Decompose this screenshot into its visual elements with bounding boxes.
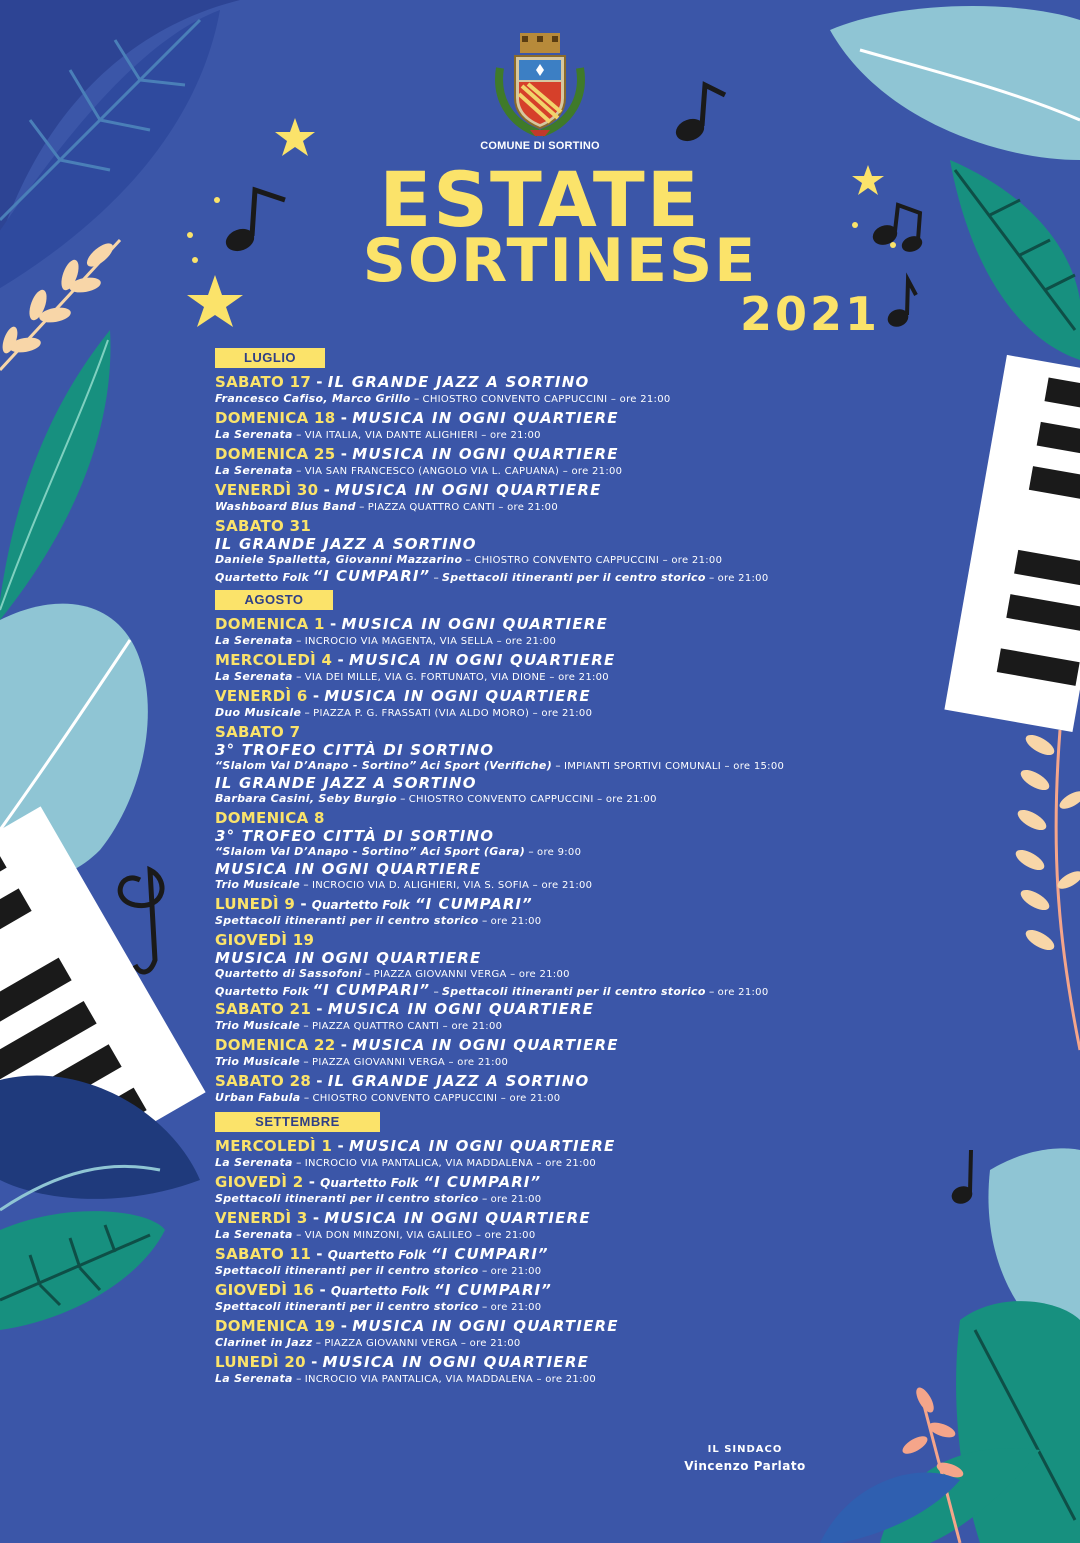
performer: Urban Fabula bbox=[215, 1091, 301, 1104]
event bbox=[215, 445, 1005, 479]
separator: - bbox=[311, 373, 328, 391]
performer: La Serenata bbox=[215, 634, 293, 647]
separator: - bbox=[295, 895, 312, 913]
event-detail: Clarinet in Jazz – PIAZZA GIOVANNI VERGA – ore 21:00 bbox=[215, 1336, 521, 1349]
event-day: GIOVEDÌ 2 bbox=[215, 1173, 304, 1191]
event-detail: Washboard Blus Band – PIAZZA QUATTRO CANTI – ore 21:00 bbox=[215, 500, 558, 513]
signature-name: Vincenzo Parlato bbox=[684, 1459, 806, 1473]
event bbox=[215, 1036, 1005, 1070]
event-detail: Trio Musicale – INCROCIO VIA D. ALIGHIERI, VIA S. SOFIA – ore 21:00 bbox=[215, 878, 593, 891]
location-time: VIA DON MINZONI, VIA GALILEO – ore 21:00 bbox=[304, 1230, 536, 1241]
performer: Daniele Spalletta, Giovanni Mazzarino bbox=[215, 553, 463, 566]
performer: Francesco Cafiso, Marco Grillo bbox=[215, 392, 411, 405]
quoted-act: “I CUMPARI” bbox=[423, 1173, 542, 1191]
event bbox=[215, 1000, 1005, 1034]
event-detail: Daniele Spalletta, Giovanni Mazzarino – CHIOSTRO CONVENTO CAPPUCCINI – ore 21:00 bbox=[215, 553, 723, 566]
event-day: SABATO 7 bbox=[215, 723, 301, 741]
performer: Quartetto di Sassofoni bbox=[215, 967, 362, 980]
performer: La Serenata bbox=[215, 1156, 293, 1169]
separator: - bbox=[318, 481, 336, 499]
event bbox=[215, 687, 1005, 721]
event-header bbox=[215, 1353, 1005, 1371]
event-detail: Urban Fabula – CHIOSTRO CONVENTO CAPPUCCINI – ore 21:00 bbox=[215, 1091, 561, 1104]
location-time: ore 21:00 bbox=[717, 987, 769, 998]
event-subtitle-row bbox=[215, 774, 1005, 791]
event-day: DOMENICA 25 bbox=[215, 445, 336, 463]
location-time: ore 21:00 bbox=[490, 1266, 542, 1277]
event-day: LUNEDÌ 20 bbox=[215, 1353, 306, 1371]
event bbox=[215, 1209, 1005, 1243]
location-time: CHIOSTRO CONVENTO CAPPUCCINI – ore 21:00 bbox=[422, 394, 671, 405]
event-header bbox=[215, 1000, 1005, 1018]
location-time: PIAZZA QUATTRO CANTI – ore 21:00 bbox=[311, 1021, 503, 1032]
event-header bbox=[215, 409, 1005, 427]
separator: - bbox=[324, 615, 342, 633]
event bbox=[215, 1245, 1005, 1279]
event-detail: La Serenata – VIA SAN FRANCESCO (ANGOLO VIA L. CAPUANA) – ore 21:00 bbox=[215, 464, 623, 477]
separator: - bbox=[311, 1245, 328, 1263]
event bbox=[215, 1353, 1005, 1387]
event-program bbox=[215, 347, 1005, 1392]
event-title: IL GRANDE JAZZ A SORTINO bbox=[327, 373, 590, 391]
performer: “Slalom Val D’Anapo - Sortino” Aci Sport (Gara) bbox=[215, 845, 526, 858]
event-title: MUSICA IN OGNI QUARTIERE bbox=[341, 615, 608, 633]
event-day: GIOVEDÌ 16 bbox=[215, 1281, 315, 1299]
performer-note: Spettacoli itineranti per il centro storico bbox=[442, 985, 706, 998]
title-year: 2021 bbox=[739, 287, 880, 341]
performer: Spettacoli itineranti per il centro storico bbox=[215, 1192, 479, 1205]
event-day: MERCOLEDÌ 4 bbox=[215, 651, 333, 669]
event-title: MUSICA IN OGNI QUARTIERE bbox=[327, 1000, 595, 1018]
event-detail: Duo Musicale – PIAZZA P. G. FRASSATI (VIA ALDO MORO) – ore 21:00 bbox=[215, 706, 593, 719]
location-time: INCROCIO VIA D. ALIGHIERI, VIA S. SOFIA – ore 21:00 bbox=[311, 880, 593, 891]
event-header bbox=[215, 687, 1005, 705]
performer: Spettacoli itineranti per il centro storico bbox=[215, 1264, 479, 1277]
event-subtitle: IL GRANDE JAZZ A SORTINO bbox=[215, 535, 477, 553]
event-header bbox=[215, 723, 1005, 741]
event-title: MUSICA IN OGNI QUARTIERE bbox=[352, 1036, 619, 1054]
event-subtitle-row bbox=[215, 827, 1005, 844]
event bbox=[215, 1137, 1005, 1171]
event-day: SABATO 21 bbox=[215, 1000, 312, 1018]
separator: - bbox=[314, 1281, 331, 1299]
event-detail: Quartetto di Sassofoni – PIAZZA GIOVANNI VERGA – ore 21:00 bbox=[215, 967, 570, 980]
location-time: INCROCIO VIA PANTALICA, VIA MADDALENA – ore 21:00 bbox=[304, 1158, 597, 1169]
event-subtitle-row bbox=[215, 860, 1005, 877]
performer: Spettacoli itineranti per il centro storico bbox=[215, 1300, 479, 1313]
event bbox=[215, 1072, 1005, 1106]
event-title: MUSICA IN OGNI QUARTIERE bbox=[352, 445, 619, 463]
performer: Trio Musicale bbox=[215, 1019, 301, 1032]
separator: - bbox=[332, 1137, 349, 1155]
event-day: LUNEDÌ 9 bbox=[215, 895, 296, 913]
event-detail: Barbara Casini, Seby Burgio – CHIOSTRO CONVENTO CAPPUCCINI – ore 21:00 bbox=[215, 792, 657, 805]
event-subtitle: MUSICA IN OGNI QUARTIERE bbox=[215, 949, 482, 967]
separator: - bbox=[305, 1353, 323, 1371]
separator: - bbox=[335, 409, 353, 427]
performer-note: Spettacoli itineranti per il centro storico bbox=[442, 571, 706, 584]
event-detail: Quartetto Folk “I CUMPARI” – Spettacoli itineranti per il centro storico – ore 21:00 bbox=[215, 567, 769, 585]
event bbox=[215, 409, 1005, 443]
performer: Clarinet in Jazz bbox=[215, 1336, 313, 1349]
event-detail: La Serenata – INCROCIO VIA MAGENTA, VIA SELLA – ore 21:00 bbox=[215, 634, 557, 647]
performer: La Serenata bbox=[215, 670, 293, 683]
leaf-top-left bbox=[0, 0, 240, 300]
event bbox=[215, 615, 1005, 649]
month-block bbox=[215, 1111, 1005, 1387]
event-subtitle-row bbox=[215, 535, 1005, 552]
event-day: SABATO 17 bbox=[215, 373, 312, 391]
event-detail: Francesco Cafiso, Marco Grillo – CHIOSTRO CONVENTO CAPPUCCINI – ore 21:00 bbox=[215, 392, 671, 405]
event-performer: Quartetto Folk bbox=[327, 1248, 426, 1262]
event-title: MUSICA IN OGNI QUARTIERE bbox=[324, 687, 591, 705]
event bbox=[215, 481, 1005, 515]
separator: - bbox=[335, 1317, 353, 1335]
event-day: SABATO 31 bbox=[215, 517, 312, 535]
performer: La Serenata bbox=[215, 428, 293, 441]
location-time: INCROCIO VIA PANTALICA, VIA MADDALENA – ore 21:00 bbox=[304, 1374, 597, 1385]
event-day: DOMENICA 19 bbox=[215, 1317, 336, 1335]
performer: “Slalom Val D’Anapo - Sortino” Aci Sport (Verifiche) bbox=[215, 759, 553, 772]
event-performer: Quartetto Folk bbox=[311, 898, 410, 912]
title-line-1: ESTATE bbox=[379, 155, 701, 244]
performer: Trio Musicale bbox=[215, 1055, 301, 1068]
event-header bbox=[215, 1137, 1005, 1155]
location-time: PIAZZA P. G. FRASSATI (VIA ALDO MORO) – ore 21:00 bbox=[313, 708, 593, 719]
location-time: PIAZZA QUATTRO CANTI – ore 21:00 bbox=[367, 502, 558, 513]
event-header bbox=[215, 1173, 1005, 1191]
event-detail: Trio Musicale – PIAZZA GIOVANNI VERGA – ore 21:00 bbox=[215, 1055, 509, 1068]
event-day: DOMENICA 18 bbox=[215, 409, 336, 427]
separator: - bbox=[307, 1209, 325, 1227]
month-badge: SETTEMBRE bbox=[215, 1112, 380, 1132]
performer: Spettacoli itineranti per il centro storico bbox=[215, 914, 479, 927]
event-subtitle: 3° TROFEO CITTÀ DI SORTINO bbox=[215, 827, 495, 845]
event-title: MUSICA IN OGNI QUARTIERE bbox=[348, 651, 616, 669]
event-header bbox=[215, 615, 1005, 633]
location-time: CHIOSTRO CONVENTO CAPPUCCINI – ore 21:00 bbox=[408, 794, 657, 805]
location-time: ore 9:00 bbox=[537, 847, 582, 858]
event-detail: Spettacoli itineranti per il centro storico – ore 21:00 bbox=[215, 1300, 542, 1313]
separator: - bbox=[311, 1000, 328, 1018]
performer: La Serenata bbox=[215, 464, 293, 477]
performer: La Serenata bbox=[215, 1372, 293, 1385]
separator: - bbox=[335, 445, 353, 463]
event-title: MUSICA IN OGNI QUARTIERE bbox=[324, 1209, 591, 1227]
separator: - bbox=[332, 651, 349, 669]
teal-leaf-right bbox=[950, 160, 1080, 360]
event-detail: La Serenata – INCROCIO VIA PANTALICA, VIA MADDALENA – ore 21:00 bbox=[215, 1372, 597, 1385]
event-subtitle-row bbox=[215, 949, 1005, 966]
event-header bbox=[215, 809, 1005, 827]
event bbox=[215, 373, 1005, 407]
quoted-act: “I CUMPARI” bbox=[415, 895, 533, 913]
event-header bbox=[215, 445, 1005, 463]
event-header bbox=[215, 1317, 1005, 1335]
location-time: IMPIANTI SPORTIVI COMUNALI – ore 15:00 bbox=[563, 761, 785, 772]
separator: - bbox=[311, 1072, 328, 1090]
teal-leaf-left bbox=[0, 330, 110, 620]
event-header bbox=[215, 1072, 1005, 1090]
event-header bbox=[215, 651, 1005, 669]
event-subtitle-row bbox=[215, 741, 1005, 758]
event bbox=[215, 1281, 1005, 1315]
location-time: PIAZZA GIOVANNI VERGA – ore 21:00 bbox=[311, 1057, 509, 1068]
event-header bbox=[215, 481, 1005, 499]
event bbox=[215, 931, 1005, 998]
month-block bbox=[215, 347, 1005, 584]
month-badge: AGOSTO bbox=[215, 590, 333, 610]
event bbox=[215, 809, 1005, 893]
event-header bbox=[215, 895, 1005, 913]
event-header bbox=[215, 1245, 1005, 1263]
leaf-top-right bbox=[830, 6, 1080, 160]
performer: Quartetto Folk bbox=[215, 985, 310, 998]
location-time: VIA SAN FRANCESCO (ANGOLO VIA L. CAPUANA) – ore 21:00 bbox=[304, 466, 623, 477]
event-title: MUSICA IN OGNI QUARTIERE bbox=[348, 1137, 616, 1155]
event-detail: La Serenata – VIA DEI MILLE, VIA G. FORTUNATO, VIA DIONE – ore 21:00 bbox=[215, 670, 609, 683]
location-time: ore 21:00 bbox=[490, 916, 542, 927]
event-header bbox=[215, 931, 1005, 949]
event-day: VENERDÌ 30 bbox=[215, 481, 319, 499]
event-day: SABATO 28 bbox=[215, 1072, 312, 1090]
separator: - bbox=[307, 687, 325, 705]
performer: Quartetto Folk bbox=[215, 571, 310, 584]
event-detail: La Serenata – VIA DON MINZONI, VIA GALILEO – ore 21:00 bbox=[215, 1228, 536, 1241]
event bbox=[215, 1173, 1005, 1207]
event-day: SABATO 11 bbox=[215, 1245, 312, 1263]
town-crest-logo bbox=[490, 28, 590, 140]
event-day: VENERDÌ 6 bbox=[215, 687, 308, 705]
event bbox=[215, 895, 1005, 929]
event bbox=[215, 651, 1005, 685]
comune-label: COMUNE DI SORTINO bbox=[480, 140, 600, 152]
separator: - bbox=[303, 1173, 321, 1191]
month-block bbox=[215, 589, 1005, 1106]
event-day: GIOVEDÌ 19 bbox=[215, 931, 315, 949]
location-time: ore 21:00 bbox=[490, 1194, 542, 1205]
title-line-2: SORTINESE bbox=[362, 226, 758, 296]
quoted-act: “I CUMPARI” bbox=[430, 1245, 549, 1263]
event-performer: Quartetto Folk bbox=[330, 1284, 430, 1298]
event-title: MUSICA IN OGNI QUARTIERE bbox=[322, 1353, 590, 1371]
location-time: VIA ITALIA, VIA DANTE ALIGHIERI – ore 21:00 bbox=[304, 430, 541, 441]
event-title: MUSICA IN OGNI QUARTIERE bbox=[352, 1317, 619, 1335]
event-title: MUSICA IN OGNI QUARTIERE bbox=[335, 481, 602, 499]
event-detail: Spettacoli itineranti per il centro storico – ore 21:00 bbox=[215, 914, 542, 927]
event-detail: Spettacoli itineranti per il centro storico – ore 21:00 bbox=[215, 1264, 542, 1277]
quoted-act: “I CUMPARI” bbox=[434, 1281, 552, 1299]
performer: Washboard Blus Band bbox=[215, 500, 356, 513]
event-subtitle: 3° TROFEO CITTÀ DI SORTINO bbox=[215, 741, 495, 759]
performer: La Serenata bbox=[215, 1228, 293, 1241]
event-day: DOMENICA 1 bbox=[215, 615, 325, 633]
event-detail: La Serenata – VIA ITALIA, VIA DANTE ALIGHIERI – ore 21:00 bbox=[215, 428, 541, 441]
month-badge: LUGLIO bbox=[215, 348, 325, 368]
event bbox=[215, 517, 1005, 584]
event-header bbox=[215, 1281, 1005, 1299]
event-day: DOMENICA 22 bbox=[215, 1036, 336, 1054]
location-time: PIAZZA GIOVANNI VERGA – ore 21:00 bbox=[324, 1338, 521, 1349]
event bbox=[215, 1317, 1005, 1351]
event-detail: Quartetto Folk “I CUMPARI” – Spettacoli itineranti per il centro storico – ore 21:00 bbox=[215, 981, 769, 999]
location-time: VIA DEI MILLE, VIA G. FORTUNATO, VIA DIONE – ore 21:00 bbox=[304, 672, 609, 683]
event-detail: Trio Musicale – PIAZZA QUATTRO CANTI – ore 21:00 bbox=[215, 1019, 503, 1032]
event bbox=[215, 723, 1005, 807]
quoted-act: “I CUMPARI” bbox=[312, 981, 431, 999]
event-day: MERCOLEDÌ 1 bbox=[215, 1137, 333, 1155]
event-header bbox=[215, 517, 1005, 535]
event-header bbox=[215, 1036, 1005, 1054]
event-title: MUSICA IN OGNI QUARTIERE bbox=[352, 409, 619, 427]
event-header bbox=[215, 1209, 1005, 1227]
peach-fern-right bbox=[1013, 730, 1080, 1050]
event-day: VENERDÌ 3 bbox=[215, 1209, 308, 1227]
event-detail: La Serenata – INCROCIO VIA PANTALICA, VIA MADDALENA – ore 21:00 bbox=[215, 1156, 597, 1169]
performer: Trio Musicale bbox=[215, 878, 301, 891]
event-performer: Quartetto Folk bbox=[320, 1176, 419, 1190]
teal-leaf-bottom-left bbox=[0, 1211, 165, 1330]
location-time: PIAZZA GIOVANNI VERGA – ore 21:00 bbox=[373, 969, 570, 980]
location-time: CHIOSTRO CONVENTO CAPPUCCINI – ore 21:00 bbox=[474, 555, 723, 566]
quoted-act: “I CUMPARI” bbox=[312, 567, 431, 585]
performer: Duo Musicale bbox=[215, 706, 302, 719]
event-subtitle: MUSICA IN OGNI QUARTIERE bbox=[215, 860, 482, 878]
location-time: ore 21:00 bbox=[717, 573, 769, 584]
signature-role: IL SINDACO bbox=[707, 1444, 783, 1455]
performer: Barbara Casini, Seby Burgio bbox=[215, 792, 397, 805]
event-detail: “Slalom Val D’Anapo - Sortino” Aci Sport (Gara) – ore 9:00 bbox=[215, 845, 582, 858]
event-detail: “Slalom Val D’Anapo - Sortino” Aci Sport (Verifiche) – IMPIANTI SPORTIVI COMUNALI – ore 15:00 bbox=[215, 759, 785, 772]
event-day: DOMENICA 8 bbox=[215, 809, 325, 827]
event-title: IL GRANDE JAZZ A SORTINO bbox=[327, 1072, 590, 1090]
location-time: ore 21:00 bbox=[490, 1302, 542, 1313]
event-subtitle: IL GRANDE JAZZ A SORTINO bbox=[215, 774, 477, 792]
event-detail: Spettacoli itineranti per il centro storico – ore 21:00 bbox=[215, 1192, 542, 1205]
location-time: INCROCIO VIA MAGENTA, VIA SELLA – ore 21:00 bbox=[304, 636, 557, 647]
location-time: CHIOSTRO CONVENTO CAPPUCCINI – ore 21:00 bbox=[312, 1093, 561, 1104]
event-header bbox=[215, 373, 1005, 391]
separator: - bbox=[335, 1036, 353, 1054]
